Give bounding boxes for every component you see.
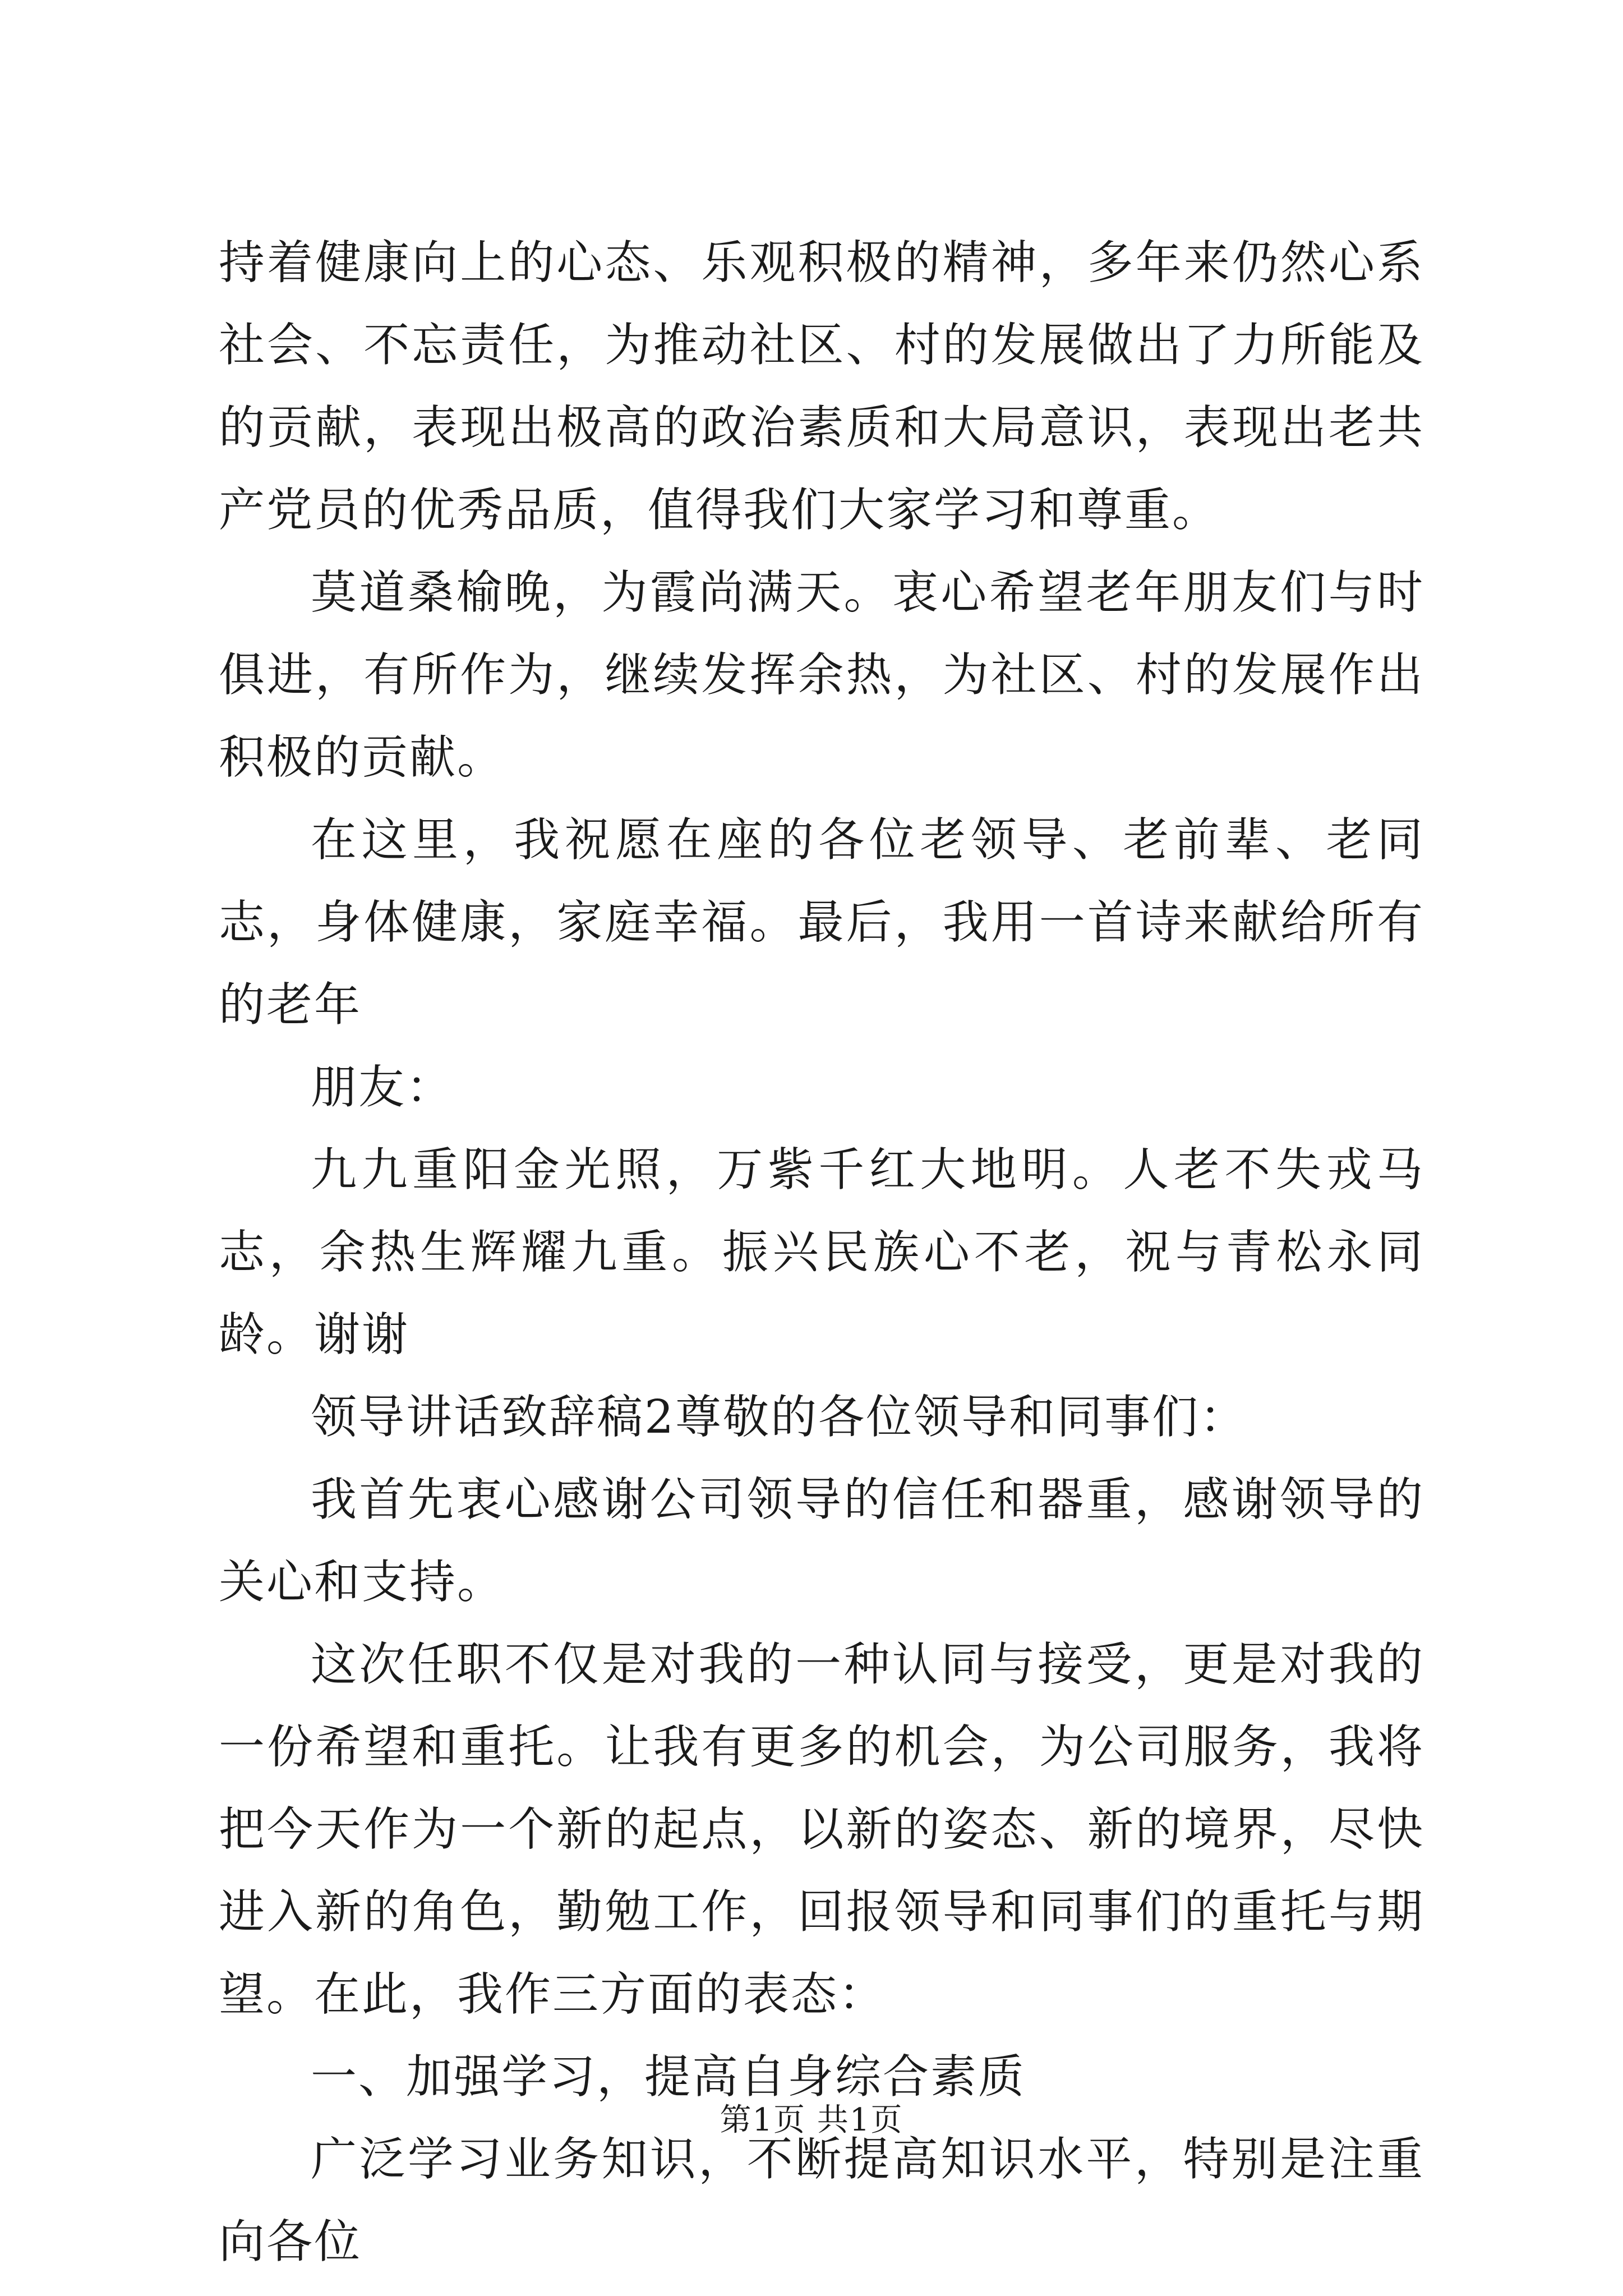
paragraph: 持着健康向上的心态、乐观积极的精神，多年来仍然心系社会、不忘责任，为推动社区、村的发展做出了力所能及的贡献，表现出极高的政治素质和大局意识，表现出老共产党员的优秀品质，值得我们大家学习和尊重。 <box>219 236 1424 537</box>
paragraph: 莫道桑榆晚，为霞尚满天。衷心希望老年朋友们与时俱进，有所作为，继续发挥余热，为社区、村的发展作出积极的贡献。 <box>219 566 1424 784</box>
paragraph: 在这里，我祝愿在座的各位老领导、老前辈、老同志，身体健康，家庭幸福。最后，我用一首诗来献给所有的老年 <box>219 813 1424 1032</box>
paragraph: 我首先衷心感谢公司领导的信任和器重，感谢领导的关心和支持。 <box>219 1473 1424 1609</box>
section-heading: 一、加强学习，提高自身综合素质 <box>311 2050 1026 2104</box>
page-number-label: 第1页 共1页 <box>720 2102 903 2138</box>
paragraph: 领导讲话致辞稿2尊敬的各位领导和同事们： <box>311 1391 1248 1444</box>
paragraph: 九九重阳金光照，万紫千红大地明。人老不失戎马志，余热生辉耀九重。振兴民族心不老，祝与青松永同龄。谢谢 <box>219 1143 1424 1361</box>
paragraph: 这次任职不仅是对我的一种认同与接受，更是对我的一份希望和重托。让我有更多的机会，为公司服务，我将把今天作为一个新的起点，以新的姿态、新的境界，尽快进入新的角色，勤勉工作，回报领导和同事们的重托与期望。在此，我作三方面的表态： <box>219 1638 1424 2021</box>
document-body <box>219 222 1424 2283</box>
paragraph: 朋友： <box>311 1061 454 1114</box>
page-footer <box>0 2101 1623 2140</box>
paragraph: 广泛学习业务知识，不断提高知识水平，特别是注重向各位 <box>219 2133 1424 2269</box>
